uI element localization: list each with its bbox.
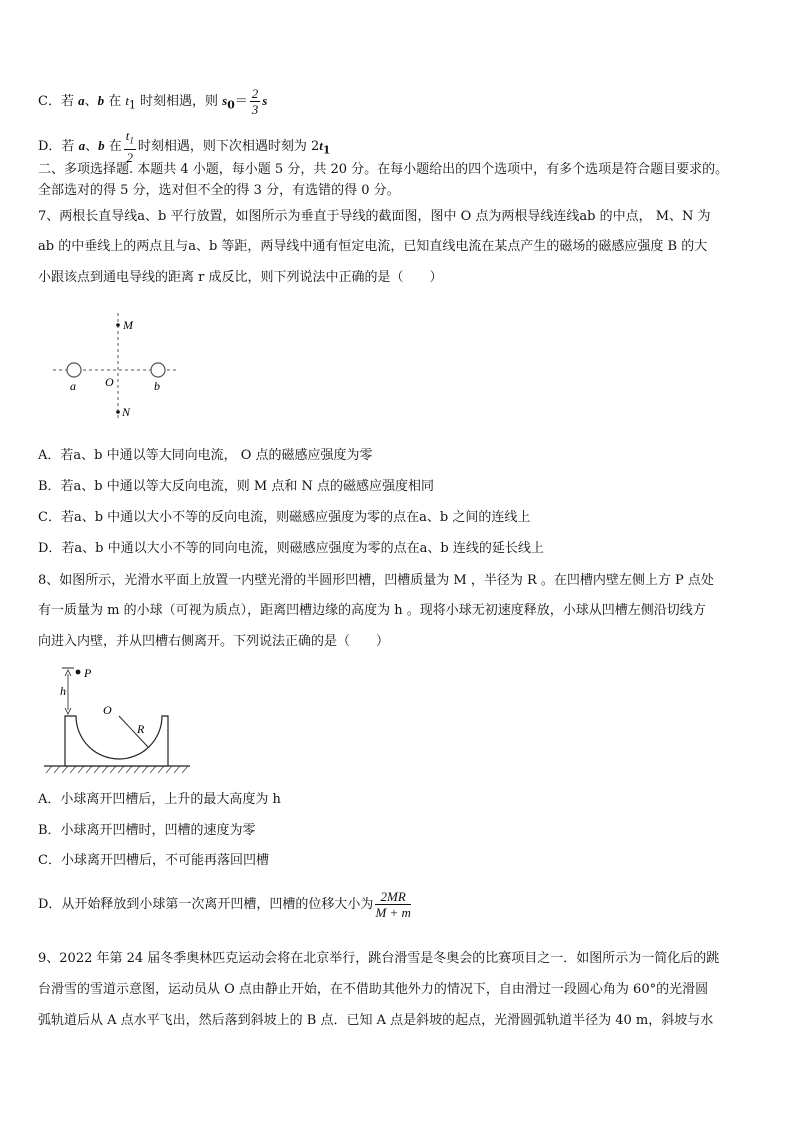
section-heading-line2: 全部选对的得 5 分，选对但不全的得 3 分，有选错的得 0 分。 xyxy=(38,183,400,198)
semicircular-groove xyxy=(65,716,168,766)
q8-option-d: D．从开始释放到小球第一次离开凹槽，凹槽的位移大小为 $\frac{2MR}{M + m}$ xyxy=(38,889,411,920)
svg-text:R: R xyxy=(137,722,145,736)
q6-option-d: D．若 a、b 在 $\frac{t_1}{2}$ 时刻相遇，则下次相遇时刻为 $2t_1$ xyxy=(38,128,331,165)
q7-option-c: C．若a、b 中通以大小不等的反向电流，则磁感应强度为零的点在a、b 之间的连线上 xyxy=(38,510,531,525)
ball-p xyxy=(76,670,81,675)
q7-option-d: D．若a、b 中通以大小不等的同向电流，则磁感应强度为零的点在a、b 连线的延长线上 xyxy=(38,541,544,556)
q8-groove-figure xyxy=(40,660,200,778)
q7-stem-line1: 7、两根长直导线a、b 平行放置，如图所示为垂直于导线的截面图，图中 O 点为两根导线连线ab 的中点， M、N 为 xyxy=(38,209,711,224)
svg-text:O: O xyxy=(105,375,114,389)
q8-stem-line1: 8、如图所示，光滑水平面上放置一内壁光滑的半圆形凹槽，凹槽质量为 M ，半径为 R 。在凹槽内壁左侧上方 P 点处 xyxy=(38,573,714,588)
q7-option-b: B．若a、b 中通以等大反向电流，则 M 点和 N 点的磁感应强度相同 xyxy=(38,479,434,494)
q8-stem-line2: 有一质量为 m 的小球（可视为质点），距离凹槽边缘的高度为 h 。现将小球无初速度释放，小球从凹槽左侧沿切线方 xyxy=(38,603,706,618)
fraction-two-thirds: $\frac{2}{3}$ xyxy=(251,86,259,117)
q7-wire-figure xyxy=(48,308,188,426)
svg-text:P: P xyxy=(84,666,92,680)
fraction-t1-over-2: $\frac{t_1}{2}$ xyxy=(125,128,134,165)
q7-stem-line2: ab 的中垂线上的两点且与a、b 等距，两导线中通有恒定电流，已知直线电流在某点产生的磁场的磁感应强度 B 的大 xyxy=(38,239,708,254)
q9-stem-line3: 弧轨道后从 A 点水平飞出，然后落到斜坡上的 B 点．已知 A 点是斜坡的起点，光滑圆弧轨道半径为 40 m，斜坡与水 xyxy=(38,1013,714,1028)
q7-option-a: A．若a、b 中通以等大同向电流， O 点的磁感应强度为零 xyxy=(38,448,373,463)
svg-text:b: b xyxy=(154,379,160,393)
fraction-2mr-over-m-plus-m: $\frac{2MR}{M + m}$ xyxy=(375,889,411,920)
svg-text:M: M xyxy=(123,318,133,332)
svg-text:N: N xyxy=(122,405,131,419)
svg-text:a: a xyxy=(70,379,76,393)
q6-option-c: C．若 a、b 在 $t_1$ 时刻相遇，则 $s_0=$ $\frac{2}{3}$ s xyxy=(38,86,268,117)
wire-a xyxy=(67,363,81,377)
q8-option-a: A．小球离开凹槽后，上升的最大高度为 h xyxy=(38,792,281,807)
q8-option-c: C．小球离开凹槽后，不可能再落回凹槽 xyxy=(38,853,269,868)
svg-text:O: O xyxy=(103,703,112,717)
section-heading-line1: 二、多项选择题. 本题共 4 小题，每小题 5 分，共 20 分。在每小题给出的四个选项中，有多个选项是符合题目要求的。 xyxy=(38,162,729,177)
q8-option-b: B．小球离开凹槽时，凹槽的速度为零 xyxy=(38,823,256,838)
svg-text:h: h xyxy=(60,684,66,698)
q8-stem-line3: 向进入内壁，并从凹槽右侧离开。下列说法正确的是（ ） xyxy=(38,634,390,649)
q7-stem-line3: 小跟该点到通电导线的距离 r 成反比，则下列说法中正确的是（ ） xyxy=(38,270,443,285)
q9-stem-line2: 台滑雪的雪道示意图，运动员从 O 点由静止开始，在不借助其他外力的情况下，自由滑过一段圆心角为 60°的光滑圆 xyxy=(38,982,709,997)
point-n xyxy=(116,410,120,414)
wire-b xyxy=(151,363,165,377)
point-m xyxy=(116,323,120,327)
q9-stem-line1: 9、2022 年第 24 届冬季奥林匹克运动会将在北京举行，跳台滑雪是冬奥会的比赛项目之一．如图所示为一简化后的跳 xyxy=(38,951,720,966)
